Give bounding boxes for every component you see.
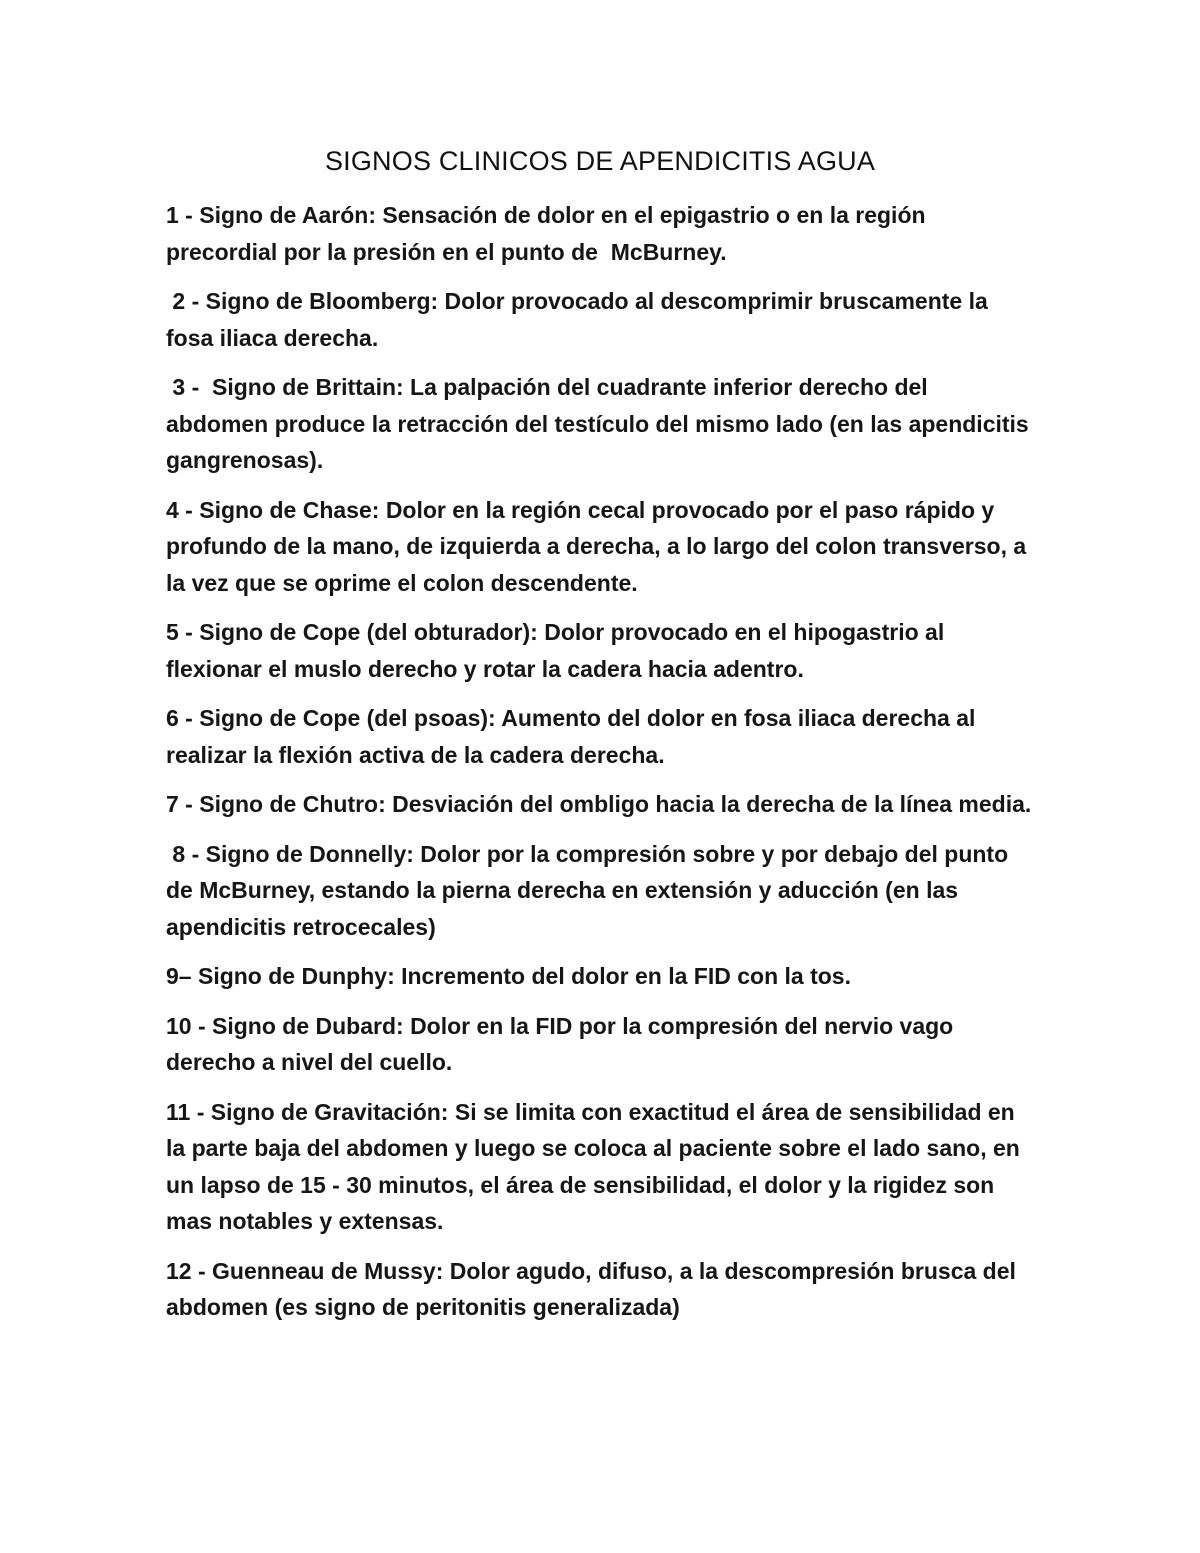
sign-brittain: 3 - Signo de Brittain: La palpación del cuadrante inferior derecho del abdomen produce la retracción del testículo del mismo lado (en las apendicitis gangrenosas). bbox=[166, 374, 1036, 473]
signs-list bbox=[166, 197, 1034, 1339]
sign-gravitacion: 11 - Signo de Gravitación: Si se limita con exactitud el área de sensibilidad en la parte baja del abdomen y luego se coloca al paciente sobre el lado sano, en un lapso de 15 - 30 minutos, el área de sensibilidad, el dolor y la rigidez son mas notables y extensas. bbox=[166, 1098, 1027, 1234]
sign-chase: 4 - Signo de Chase: Dolor en la región cecal provocado por el paso rápido y profundo de la mano, de izquierda a derecha, a lo largo del colon transverso, a la vez que se oprime el colon descendente. bbox=[166, 496, 1033, 596]
document-title: SIGNOS CLINICOS DE APENDICITIS AGUA bbox=[324, 146, 876, 176]
sign-chutro: 7 - Signo de Chutro: Desviación del ombligo hacia la derecha de la línea media. bbox=[166, 791, 1032, 817]
sign-cope-psoas: 6 - Signo de Cope (del psoas): Aumento del dolor en fosa iliaca derecha al realizar la flexión activa de la cadera derecha. bbox=[166, 705, 982, 768]
sign-donnelly: 8 - Signo de Donnelly: Dolor por la compresión sobre y por debajo del punto de McBurney, estando la pierna derecha en extensión y aducción (en las apendicitis retrocecales) bbox=[166, 840, 1015, 940]
sign-bloomberg: 2 - Signo de Bloomberg: Dolor provocado al descomprimir bruscamente la fosa iliaca derecha. bbox=[166, 288, 995, 351]
sign-dubard: 10 - Signo de Dubard: Dolor en la FID por la compresión del nervio vago derecho a nivel del cuello. bbox=[166, 1012, 960, 1075]
sign-guenneau-de-mussy: 12 - Guenneau de Mussy: Dolor agudo, difuso, a la descompresión brusca del abdomen (es signo de peritonitis generalizada) bbox=[166, 1257, 1023, 1320]
sign-dunphy: 9– Signo de Dunphy: Incremento del dolor en la FID con la tos. bbox=[166, 963, 851, 989]
sign-cope-obturador: 5 - Signo de Cope (del obturador): Dolor provocado en el hipogastrio al flexionar el muslo derecho y rotar la cadera hacia adentro. bbox=[166, 619, 951, 682]
sign-aaron: 1 - Signo de Aarón: Sensación de dolor en el epigastrio o en la región precordial por la presión en el punto de McBurney. bbox=[166, 202, 932, 265]
